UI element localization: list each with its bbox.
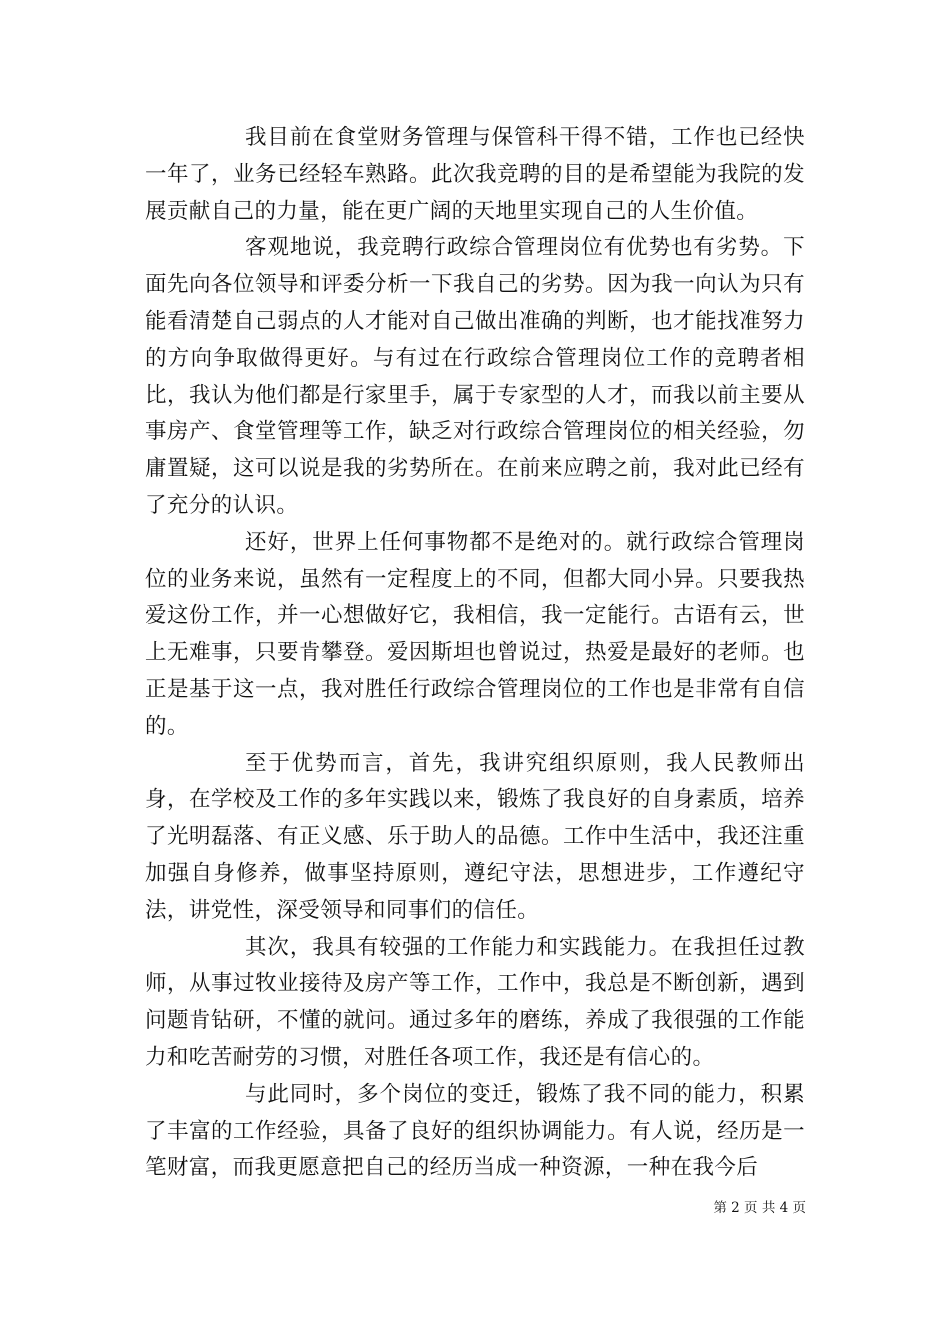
paragraph: 与此同时，多个岗位的变迁，锻炼了我不同的能力，积累了丰富的工作经验，具备了良好的组织协调能力。有人说，经历是一笔财富，而我更愿意把自己的经历当成一种资源，一种在我今后: [145, 1081, 805, 1181]
paragraph: 客观地说，我竞聘行政综合管理岗位有优势也有劣势。下面先向各位领导和评委分析一下我自己的劣势。因为我一向认为只有能看清楚自己弱点的人才能对自己做出准确的判断，也才能找准努力的方向争取做得更好。与有过在行政综合管理岗位工作的竞聘者相比，我认为他们都是行家里手，属于专家型的人才，而我以前主要从事房产、食堂管理等工作，缺乏对行政综合管理岗位的相关经验，勿庸置疑，这可以说是我的劣势所在。在前来应聘之前，我对此已经有了充分的认识。: [145, 235, 805, 518]
paragraph: 还好，世界上任何事物都不是绝对的。就行政综合管理岗位的业务来说，虽然有一定程度上的不同，但都大同小异。只要我热爱这份工作，并一心想做好它，我相信，我一定能行。古语有云，世上无难事，只要肯攀登。爱因斯坦也曾说过，热爱是最好的老师。也正是基于这一点，我对胜任行政综合管理岗位的工作也是非常有自信的。: [145, 529, 805, 739]
paragraph: 其次，我具有较强的工作能力和实践能力。在我担任过教师，从事过牧业接待及房产等工作，工作中，我总是不断创新，遇到问题肯钻研，不懂的就问。通过多年的磨练，养成了我很强的工作能力和吃苦耐劳的习惯，对胜任各项工作，我还是有信心的。: [145, 934, 805, 1070]
paragraph: 我目前在食堂财务管理与保管科干得不错，工作也已经快一年了，业务已经轻车熟路。此次我竞聘的目的是希望能为我院的发展贡献自己的力量，能在更广阔的天地里实现自己的人生价值。: [145, 125, 805, 224]
paragraph: 至于优势而言，首先，我讲究组织原则，我人民教师出身，在学校及工作的多年实践以来，锻炼了我良好的自身素质，培养了光明磊落、有正义感、乐于助人的品德。工作中生活中，我还注重加强自身修养，做事坚持原则，遵纪守法，思想进步，工作遵纪守法，讲党性，深受领导和同事们的信任。: [145, 750, 805, 923]
page-number-footer: 第 2 页 共 4 页: [713, 1200, 806, 1216]
body-text: [145, 120, 805, 1187]
